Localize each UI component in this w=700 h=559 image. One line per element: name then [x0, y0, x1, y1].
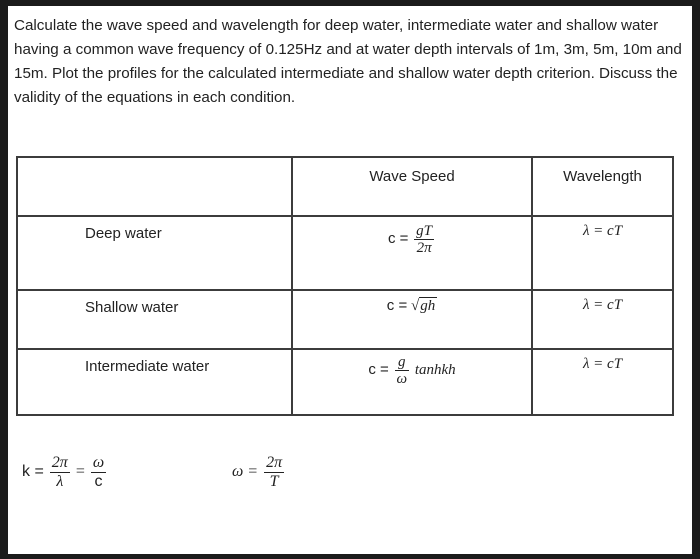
table-row-deep-water: [17, 216, 673, 290]
deep-water-speed-formula: c = $\frac{gT}{2\pi}$: [387, 223, 433, 256]
table-header-row: [17, 157, 673, 216]
intermediate-water-speed-formula: c = $\frac{g}{\omega}$ tanhkh: [368, 354, 456, 387]
angular-frequency-equation: ω = $\frac{2\pi}{T}$: [232, 454, 283, 490]
problem-sheet: [8, 6, 692, 554]
header-cell-empty: [17, 157, 292, 216]
wavenumber-equation: k = $\frac{2\pi}{\lambda}$ = $\frac{\omega}{c}$: [22, 454, 105, 490]
deep-water-wavelength-formula: λ = cT: [582, 223, 623, 239]
table-row-intermediate-water: [17, 349, 673, 415]
intermediate-water-wavelength-formula: λ = cT: [582, 356, 623, 372]
wave-equations-table: [16, 156, 674, 416]
shallow-water-speed-formula: c = √gh: [386, 297, 436, 314]
header-wavelength: Wavelength: [563, 168, 642, 185]
row-label: Deep water: [85, 225, 162, 242]
row-label: Intermediate water: [85, 358, 210, 375]
header-wave-speed: Wave Speed: [369, 168, 455, 185]
table-row-shallow-water: [17, 290, 673, 349]
shallow-water-wavelength-formula: λ = cT: [582, 297, 623, 313]
question-text: Calculate the wave speed and wavelength for deep water, intermediate water and shallow water having a common wave frequency of 0.125Hz and at water depth intervals of 1m, 3m, 5m, 10m and 15m. Plot the profiles for the calculated intermediate and shallow water depth criterion. Discuss the validity of the equations in each condition.: [14, 17, 682, 106]
row-label: Shallow water: [85, 299, 179, 316]
